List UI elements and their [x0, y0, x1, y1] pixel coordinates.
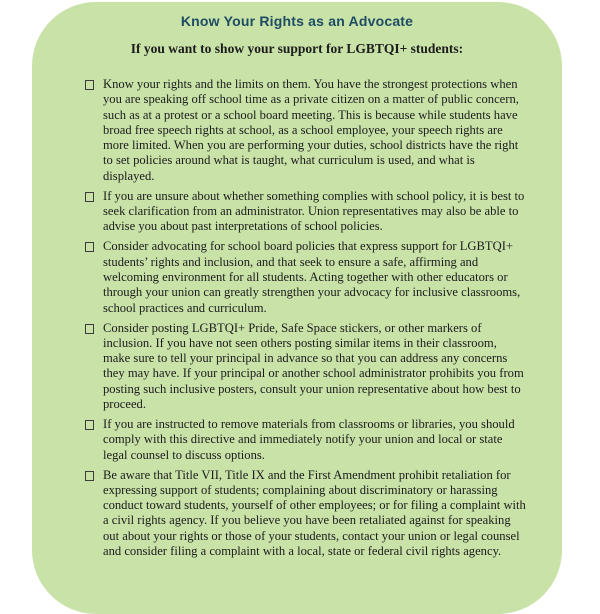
- list-item: [85, 239, 562, 315]
- checkbox-bullet-icon: [85, 471, 94, 481]
- list-item: [85, 189, 562, 235]
- checkbox-bullet-icon: [85, 242, 94, 252]
- list-item-text: Consider advocating for school board policies that express support for LGBTQI+ students’ rights and inclusion, and that seek to ensure a safe, affirming and welcoming environment for all students. Acting together with other educators or through your union can greatly strengthen your advocacy for inclusive classrooms, school practices and curriculum.: [103, 239, 521, 315]
- list-item: [85, 77, 562, 184]
- card-subtitle: If you want to show your support for LGBTQI+ students:: [130, 41, 464, 56]
- list-item-text: If you are unsure about whether something complies with school policy, it is best to seek clarification from an administrator. Union representatives may also be able to advise you about past interpretations of school policies.: [103, 188, 525, 234]
- list-item-text: Be aware that Title VII, Title IX and the First Amendment prohibit retaliation for expressing support of students; complaining about discriminatory or harassing conduct toward students, yourself of other employees; or for filing a complaint with a civil rights agency. If you believe you have been retaliated against for speaking out about your rights or those of your students, contact your union or legal counsel and consider filing a complaint with a local, state or federal civil rights agency.: [103, 467, 526, 559]
- rights-list: [32, 77, 562, 559]
- checkbox-bullet-icon: [85, 420, 94, 430]
- card-title: Know Your Rights as an Advocate: [180, 13, 414, 29]
- list-item: [85, 468, 562, 560]
- checkbox-bullet-icon: [85, 192, 94, 202]
- checkbox-bullet-icon: [85, 80, 94, 90]
- list-item: [85, 321, 562, 413]
- list-item: [85, 417, 562, 463]
- list-item-text: Know your rights and the limits on them. You have the strongest protections when you are speaking off school time as a private citizen on a matter of public concern, such as at a protest or a school board meeting. This is because while students have broad free speech rights at school, as a school employee, your speech rights are more limited. When you are performing your duties, school districts have the right to set policies around what is taught, what curriculum is used, and what is displayed.: [103, 77, 519, 183]
- list-item-text: If you are instructed to remove materials from classrooms or libraries, you should comply with this directive and immediately notify your union and local or state legal counsel to discuss options.: [103, 416, 515, 462]
- list-item-text: Consider posting LGBTQI+ Pride, Safe Space stickers, or other markers of inclusion. If you have not seen others posting similar items in their classroom, make sure to tell your principal in advance so that you can address any concerns they may have. If your principal or another school administrator prohibits you from posting such inclusive posters, consult your union representative about how best to proceed.: [103, 320, 524, 411]
- checkbox-bullet-icon: [85, 324, 94, 334]
- rights-card: [32, 2, 562, 614]
